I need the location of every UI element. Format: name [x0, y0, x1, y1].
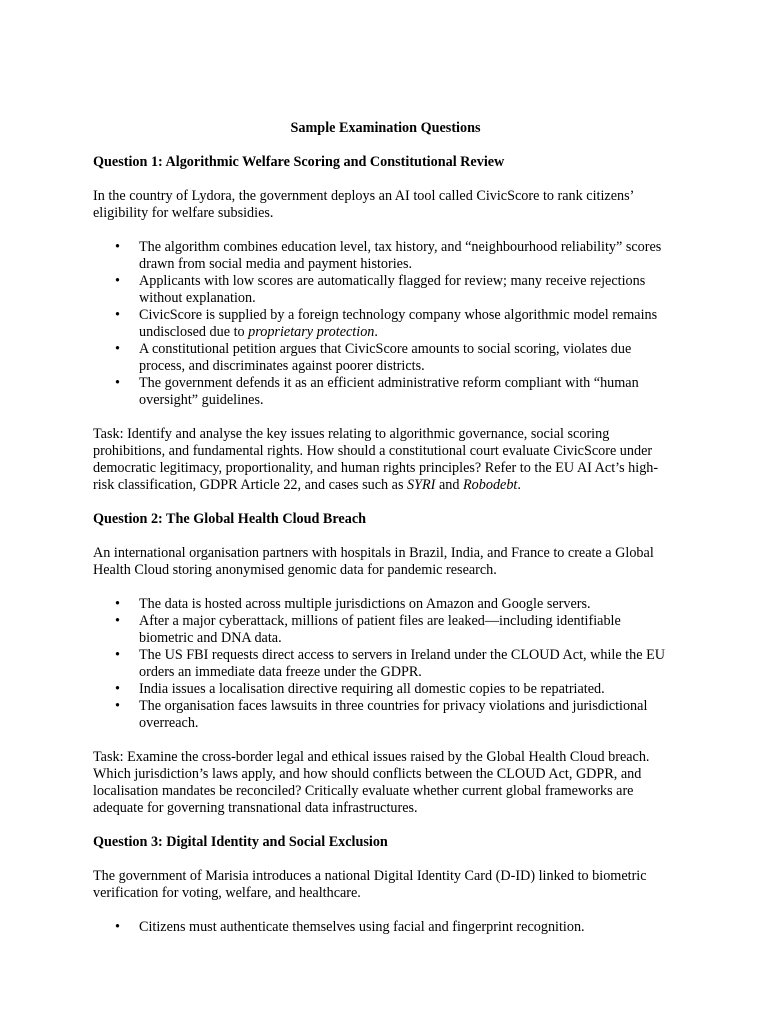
task-text: Task: Identify and analyse the key issues relating to algorithmic governance, social scoring prohibitions, and fundamental rights. How should a constitutional court evaluate CivicScore under democratic legitimacy, proportionality, and human rights principles? Refer to the EU AI Act’s high-risk classification, GDPR Article 22, and cases such as	[93, 426, 659, 493]
question-2-bullet-list	[93, 596, 678, 732]
task-text-and: and	[435, 477, 463, 493]
question-1-bullet-list	[93, 239, 678, 409]
bullet-icon: •	[115, 596, 120, 612]
document-body	[93, 120, 678, 953]
list-item-text: India issues a localisation directive requiring all domestic copies to be repatriated.	[139, 681, 605, 697]
question-3	[93, 834, 678, 936]
bullet-icon: •	[115, 341, 120, 357]
list-item	[93, 273, 678, 307]
task-text-end: .	[517, 477, 521, 493]
list-item-text: CivicScore is supplied by a foreign technology company whose algorithmic model remains undisclosed due to	[139, 307, 658, 340]
question-2	[93, 511, 678, 817]
bullet-icon: •	[115, 307, 120, 323]
list-item-text: The algorithm combines education level, tax history, and “neighbourhood reliability” scores drawn from social media and payment histories.	[139, 239, 662, 272]
list-item	[93, 613, 678, 647]
question-1-intro: In the country of Lydora, the government deploys an AI tool called CivicScore to rank citizens’ eligibility for welfare subsidies.	[93, 188, 634, 221]
list-item-text-end: .	[374, 324, 378, 340]
list-item-text: The government defends it as an efficient administrative reform compliant with “human oversight” guidelines.	[139, 375, 639, 408]
question-3-bullet-list	[93, 919, 678, 936]
bullet-icon: •	[115, 698, 120, 714]
case-name-syri: SYRI	[407, 477, 436, 493]
question-2-heading: Question 2: The Global Health Cloud Breach	[93, 511, 367, 527]
question-3-intro: The government of Marisia introduces a national Digital Identity Card (D-ID) linked to biometric verification for voting, welfare, and healthcare.	[93, 868, 647, 901]
list-item-text: After a major cyberattack, millions of patient files are leaked—including identifiable biometric and DNA data.	[139, 613, 621, 646]
list-item-text: Citizens must authenticate themselves using facial and fingerprint recognition.	[139, 919, 585, 935]
list-item	[93, 698, 678, 732]
bullet-icon: •	[115, 613, 120, 629]
list-item	[93, 239, 678, 273]
list-item	[93, 375, 678, 409]
question-2-task: Task: Examine the cross-border legal and ethical issues raised by the Global Health Cloud breach. Which jurisdiction’s laws apply, and how should conflicts between the CLOUD Act, GDPR, and localisation mandates be reconciled? Critically evaluate whether current global frameworks are adequate for governing transnational data infrastructures.	[93, 749, 650, 816]
list-item	[93, 919, 678, 936]
question-1	[93, 154, 678, 494]
bullet-icon: •	[115, 239, 120, 255]
list-item-emphasis: proprietary protection	[248, 324, 375, 340]
case-name-robodebt: Robodebt	[463, 477, 518, 493]
list-item-text: A constitutional petition argues that CivicScore amounts to social scoring, violates due process, and discriminates against poorer districts.	[139, 341, 632, 374]
document-title: Sample Examination Questions	[290, 120, 481, 136]
list-item-text: Applicants with low scores are automatically flagged for review; many receive rejections without explanation.	[139, 273, 646, 306]
bullet-icon: •	[115, 375, 120, 391]
bullet-icon: •	[115, 919, 120, 935]
list-item	[93, 307, 678, 341]
question-2-intro: An international organisation partners with hospitals in Brazil, India, and France to create a Global Health Cloud storing anonymised genomic data for pandemic research.	[93, 545, 654, 578]
bullet-icon: •	[115, 681, 120, 697]
list-item	[93, 596, 678, 613]
question-1-heading: Question 1: Algorithmic Welfare Scoring and Constitutional Review	[93, 154, 505, 170]
list-item	[93, 647, 678, 681]
bullet-icon: •	[115, 647, 120, 663]
list-item-text: The US FBI requests direct access to servers in Ireland under the CLOUD Act, while the EU orders an immediate data freeze under the GDPR.	[139, 647, 665, 680]
list-item	[93, 681, 678, 698]
list-item-text: The organisation faces lawsuits in three countries for privacy violations and jurisdictional overreach.	[139, 698, 648, 731]
question-3-heading: Question 3: Digital Identity and Social Exclusion	[93, 834, 388, 850]
list-item-text: The data is hosted across multiple jurisdictions on Amazon and Google servers.	[139, 596, 591, 612]
list-item	[93, 341, 678, 375]
bullet-icon: •	[115, 273, 120, 289]
question-1-task	[93, 426, 678, 494]
